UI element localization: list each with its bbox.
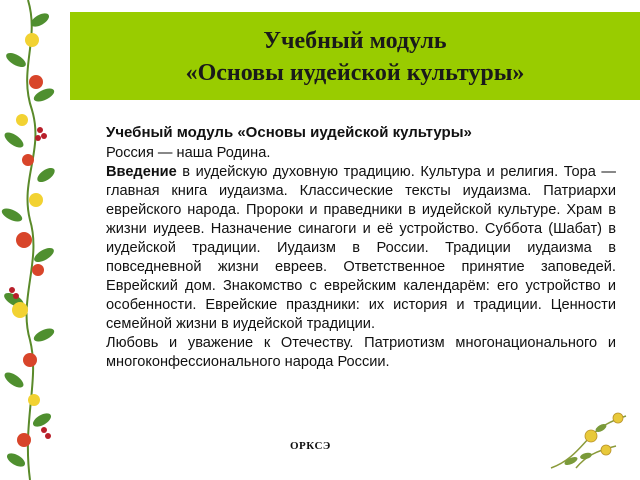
paragraph-2 bbox=[106, 163, 616, 334]
slide-title-line-1: Учебный модуль bbox=[263, 28, 447, 54]
content-block bbox=[106, 124, 616, 372]
paragraph-text: Любовь и уважение к Отечеству. Патриотизм многонационального и многоконфессионального народа России. bbox=[106, 335, 616, 370]
footer-label: ОРКСЭ bbox=[290, 440, 331, 452]
paragraph-1 bbox=[106, 144, 616, 163]
paragraph-3 bbox=[106, 334, 616, 372]
title-banner bbox=[70, 12, 640, 100]
paragraph-text: Россия — наша Родина. bbox=[106, 145, 271, 161]
paragraph-lead: Введение bbox=[106, 164, 177, 180]
floral-border-decoration bbox=[0, 0, 64, 480]
paragraph-text: в иудейскую духовную традицию. Культура и религия. Тора — главная книга иудаизма. Классические тексты иудаизма. Патриархи еврейского народа. Пророки и праведники в иудейской культуре. Храм в жизни иудеев. Назначение синагоги и её устройство. Суббота (Шабат) в иудейской традиции. Иудаизм в России. Традиции иудаизма в повседневной жизни евреев. Ответственное принятие заповедей. Еврейский дом. Знакомство с еврейским календарём: его устройство и особенности. Еврейские праздники: их история и традиции. Ценности семейной жизни в иудейской традиции. bbox=[106, 164, 616, 332]
slide-title-line-2: «Основы иудейской культуры» bbox=[185, 60, 525, 86]
corner-flower-ornament bbox=[546, 406, 632, 472]
content-heading: Учебный модуль «Основы иудейской культуры» bbox=[106, 124, 472, 141]
